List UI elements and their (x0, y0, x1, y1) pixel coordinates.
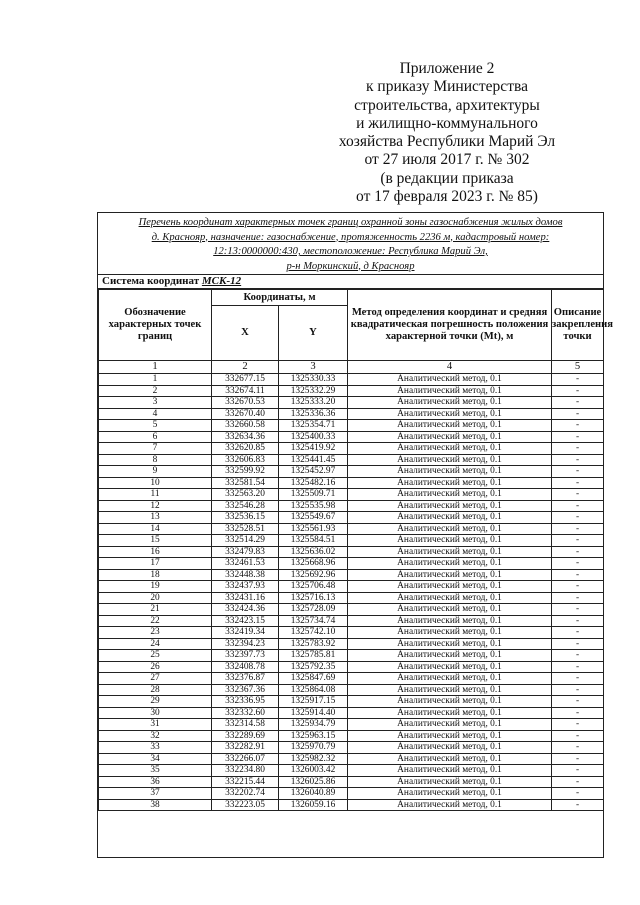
y-coord-cell: 1325864.08 (279, 684, 348, 696)
point-id-cell: 35 (99, 765, 212, 777)
header-line: к приказу Министерства (366, 78, 528, 96)
method-cell: Аналитический метод, 0.1 (348, 512, 552, 524)
col-y-header: Y (279, 306, 348, 361)
appendix-header (322, 60, 572, 206)
y-coord-cell: 1325668.96 (279, 558, 348, 570)
point-id-cell: 30 (99, 707, 212, 719)
table-row (99, 477, 604, 489)
method-cell: Аналитический метод, 0.1 (348, 523, 552, 535)
point-id-cell: 14 (99, 523, 212, 535)
point-id-cell: 33 (99, 742, 212, 754)
table-row (99, 742, 604, 754)
method-cell: Аналитический метод, 0.1 (348, 546, 552, 558)
y-coord-cell: 1325549.67 (279, 512, 348, 524)
table-row (99, 385, 604, 397)
y-coord-cell: 1325742.10 (279, 627, 348, 639)
y-coord-cell: 1326040.89 (279, 788, 348, 800)
table-row (99, 592, 604, 604)
description-cell: - (552, 650, 604, 662)
header-line: Приложение 2 (399, 60, 495, 77)
point-id-cell: 26 (99, 661, 212, 673)
x-coord-cell: 332408.78 (212, 661, 279, 673)
description-cell: - (552, 477, 604, 489)
y-coord-cell: 1325934.79 (279, 719, 348, 731)
method-cell: Аналитический метод, 0.1 (348, 661, 552, 673)
point-id-cell: 25 (99, 650, 212, 662)
x-coord-cell: 332289.69 (212, 730, 279, 742)
point-id-cell: 22 (99, 615, 212, 627)
method-cell: Аналитический метод, 0.1 (348, 776, 552, 788)
y-coord-cell: 1325452.97 (279, 466, 348, 478)
table-row (99, 569, 604, 581)
method-cell: Аналитический метод, 0.1 (348, 408, 552, 420)
x-coord-cell: 332397.73 (212, 650, 279, 662)
table-row (99, 719, 604, 731)
method-cell: Аналитический метод, 0.1 (348, 500, 552, 512)
x-coord-cell: 332332.60 (212, 707, 279, 719)
y-coord-cell: 1325716.13 (279, 592, 348, 604)
x-coord-cell: 332461.53 (212, 558, 279, 570)
method-cell: Аналитический метод, 0.1 (348, 765, 552, 777)
x-coord-cell: 332336.95 (212, 696, 279, 708)
y-coord-cell: 1325400.33 (279, 431, 348, 443)
description-cell: - (552, 558, 604, 570)
description-cell: - (552, 788, 604, 800)
table-row (99, 638, 604, 650)
method-cell: Аналитический метод, 0.1 (348, 454, 552, 466)
table-row (99, 788, 604, 800)
y-coord-cell: 1326025.86 (279, 776, 348, 788)
method-cell: Аналитический метод, 0.1 (348, 615, 552, 627)
x-coord-cell: 332536.15 (212, 512, 279, 524)
x-coord-cell: 332424.36 (212, 604, 279, 616)
table-row (99, 650, 604, 662)
y-coord-cell: 1325332.29 (279, 385, 348, 397)
description-cell: - (552, 374, 604, 386)
column-number-row (99, 361, 604, 374)
point-id-cell: 23 (99, 627, 212, 639)
method-cell: Аналитический метод, 0.1 (348, 719, 552, 731)
table-row (99, 454, 604, 466)
table-row (99, 443, 604, 455)
description-cell: - (552, 765, 604, 777)
x-coord-cell: 332674.11 (212, 385, 279, 397)
description-cell: - (552, 546, 604, 558)
description-cell: - (552, 454, 604, 466)
description-cell: - (552, 627, 604, 639)
table-row (99, 684, 604, 696)
point-id-cell: 20 (99, 592, 212, 604)
table-row (99, 799, 604, 811)
x-coord-cell: 332394.23 (212, 638, 279, 650)
description-cell: - (552, 523, 604, 535)
x-coord-cell: 332431.16 (212, 592, 279, 604)
point-id-cell: 3 (99, 397, 212, 409)
x-coord-cell: 332606.83 (212, 454, 279, 466)
point-id-cell: 11 (99, 489, 212, 501)
x-coord-cell: 332479.83 (212, 546, 279, 558)
point-id-cell: 36 (99, 776, 212, 788)
method-cell: Аналитический метод, 0.1 (348, 443, 552, 455)
x-coord-cell: 332677.15 (212, 374, 279, 386)
table-row (99, 397, 604, 409)
column-number: 3 (279, 361, 348, 374)
description-cell: - (552, 431, 604, 443)
description-cell: - (552, 604, 604, 616)
col-desc-header: Описание закрепления точки (552, 290, 604, 361)
table-row (99, 753, 604, 765)
table-row (99, 765, 604, 777)
description-cell: - (552, 776, 604, 788)
method-cell: Аналитический метод, 0.1 (348, 788, 552, 800)
y-coord-cell: 1325847.69 (279, 673, 348, 685)
y-coord-cell: 1325561.93 (279, 523, 348, 535)
description-cell: - (552, 385, 604, 397)
point-id-cell: 7 (99, 443, 212, 455)
header-line: (в редакции приказа (380, 169, 514, 187)
x-coord-cell: 332419.34 (212, 627, 279, 639)
description-cell: - (552, 408, 604, 420)
column-number: 1 (99, 361, 212, 374)
method-cell: Аналитический метод, 0.1 (348, 684, 552, 696)
header-line: хозяйства Республики Марий Эл (338, 133, 556, 151)
col-designation-header: Обозначение характерных точек границ (99, 290, 212, 361)
method-cell: Аналитический метод, 0.1 (348, 650, 552, 662)
method-cell: Аналитический метод, 0.1 (348, 420, 552, 432)
point-id-cell: 29 (99, 696, 212, 708)
point-id-cell: 10 (99, 477, 212, 489)
point-id-cell: 24 (99, 638, 212, 650)
x-coord-cell: 332448.38 (212, 569, 279, 581)
point-id-cell: 27 (99, 673, 212, 685)
description-cell: - (552, 661, 604, 673)
y-coord-cell: 1326003.42 (279, 765, 348, 777)
x-coord-cell: 332314.58 (212, 719, 279, 731)
y-coord-cell: 1325982.32 (279, 753, 348, 765)
method-cell: Аналитический метод, 0.1 (348, 431, 552, 443)
point-id-cell: 21 (99, 604, 212, 616)
table-row (99, 420, 604, 432)
coordinate-system-value: МСК-12 (201, 275, 242, 287)
point-id-cell: 28 (99, 684, 212, 696)
caption-line: Перечень координат характерных точек границ охранной зоны газоснабжения жилых домов (138, 217, 563, 228)
x-coord-cell: 332514.29 (212, 535, 279, 547)
y-coord-cell: 1325914.40 (279, 707, 348, 719)
caption-line: р-н Моркинский, д Краснояр (286, 260, 415, 272)
table-row (99, 661, 604, 673)
method-cell: Аналитический метод, 0.1 (348, 477, 552, 489)
table-row (99, 466, 604, 478)
point-id-cell: 4 (99, 408, 212, 420)
method-cell: Аналитический метод, 0.1 (348, 581, 552, 593)
point-id-cell: 9 (99, 466, 212, 478)
description-cell: - (552, 420, 604, 432)
description-cell: - (552, 673, 604, 685)
x-coord-cell: 332223.05 (212, 799, 279, 811)
method-cell: Аналитический метод, 0.1 (348, 535, 552, 547)
point-id-cell: 31 (99, 719, 212, 731)
y-coord-cell: 1325706.48 (279, 581, 348, 593)
description-cell: - (552, 512, 604, 524)
coordinate-system (98, 274, 603, 289)
y-coord-cell: 1325584.51 (279, 535, 348, 547)
method-cell: Аналитический метод, 0.1 (348, 742, 552, 754)
method-cell: Аналитический метод, 0.1 (348, 558, 552, 570)
x-coord-cell: 332546.28 (212, 500, 279, 512)
point-id-cell: 12 (99, 500, 212, 512)
y-coord-cell: 1326059.16 (279, 799, 348, 811)
method-cell: Аналитический метод, 0.1 (348, 799, 552, 811)
description-cell: - (552, 638, 604, 650)
table-row (99, 673, 604, 685)
point-id-cell: 6 (99, 431, 212, 443)
table-row (99, 627, 604, 639)
method-cell: Аналитический метод, 0.1 (348, 627, 552, 639)
y-coord-cell: 1325963.15 (279, 730, 348, 742)
col-x-header: X (212, 306, 279, 361)
x-coord-cell: 332670.53 (212, 397, 279, 409)
x-coord-cell: 332563.20 (212, 489, 279, 501)
y-coord-cell: 1325728.09 (279, 604, 348, 616)
table-row (99, 604, 604, 616)
point-id-cell: 17 (99, 558, 212, 570)
description-cell: - (552, 443, 604, 455)
header-line: от 27 июля 2017 г. № 302 (364, 151, 530, 169)
method-cell: Аналитический метод, 0.1 (348, 489, 552, 501)
x-coord-cell: 332282.91 (212, 742, 279, 754)
coordinates-table (98, 289, 613, 811)
point-id-cell: 38 (99, 799, 212, 811)
point-id-cell: 37 (99, 788, 212, 800)
header-line: и жилищно-коммунального (356, 114, 538, 132)
y-coord-cell: 1325535.98 (279, 500, 348, 512)
point-id-cell: 2 (99, 385, 212, 397)
method-cell: Аналитический метод, 0.1 (348, 466, 552, 478)
y-coord-cell: 1325785.81 (279, 650, 348, 662)
x-coord-cell: 332423.15 (212, 615, 279, 627)
description-cell: - (552, 466, 604, 478)
table-row (99, 558, 604, 570)
method-cell: Аналитический метод, 0.1 (348, 730, 552, 742)
coordinate-system-label: Система координат (102, 275, 200, 287)
description-cell: - (552, 615, 604, 627)
table-row (99, 707, 604, 719)
table-row (99, 535, 604, 547)
y-coord-cell: 1325330.33 (279, 374, 348, 386)
point-id-cell: 8 (99, 454, 212, 466)
y-coord-cell: 1325692.96 (279, 569, 348, 581)
x-coord-cell: 332660.58 (212, 420, 279, 432)
x-coord-cell: 332528.51 (212, 523, 279, 535)
coordinates-table-body (99, 361, 604, 811)
point-id-cell: 18 (99, 569, 212, 581)
x-coord-cell: 332634.36 (212, 431, 279, 443)
y-coord-cell: 1325482.16 (279, 477, 348, 489)
column-number: 5 (552, 361, 604, 374)
y-coord-cell: 1325354.71 (279, 420, 348, 432)
method-cell: Аналитический метод, 0.1 (348, 638, 552, 650)
y-coord-cell: 1325441.45 (279, 454, 348, 466)
method-cell: Аналитический метод, 0.1 (348, 374, 552, 386)
column-number: 2 (212, 361, 279, 374)
y-coord-cell: 1325636.02 (279, 546, 348, 558)
header-line: строительства, архитектуры (354, 96, 540, 114)
point-id-cell: 32 (99, 730, 212, 742)
table-row (99, 546, 604, 558)
y-coord-cell: 1325783.92 (279, 638, 348, 650)
table-row (99, 696, 604, 708)
method-cell: Аналитический метод, 0.1 (348, 673, 552, 685)
point-id-cell: 15 (99, 535, 212, 547)
method-cell: Аналитический метод, 0.1 (348, 592, 552, 604)
description-cell: - (552, 707, 604, 719)
y-coord-cell: 1325970.79 (279, 742, 348, 754)
description-cell: - (552, 500, 604, 512)
method-cell: Аналитический метод, 0.1 (348, 696, 552, 708)
y-coord-cell: 1325333.20 (279, 397, 348, 409)
point-id-cell: 16 (99, 546, 212, 558)
col-coords-header: Координаты, м (212, 290, 348, 306)
table-row (99, 489, 604, 501)
description-cell: - (552, 581, 604, 593)
method-cell: Аналитический метод, 0.1 (348, 569, 552, 581)
caption-line: 12:13:0000000:430, местоположение: Республика Марий Эл, (213, 246, 488, 257)
x-coord-cell: 332581.54 (212, 477, 279, 489)
description-cell: - (552, 397, 604, 409)
table-row (99, 431, 604, 443)
col-method-header: Метод определения координат и средняя квадратическая погрешность положения характерной точки (Mt), м (348, 290, 552, 361)
description-cell: - (552, 730, 604, 742)
table-row (99, 500, 604, 512)
point-id-cell: 34 (99, 753, 212, 765)
table-row (99, 776, 604, 788)
point-id-cell: 1 (99, 374, 212, 386)
x-coord-cell: 332266.07 (212, 753, 279, 765)
description-cell: - (552, 684, 604, 696)
point-id-cell: 5 (99, 420, 212, 432)
x-coord-cell: 332367.36 (212, 684, 279, 696)
method-cell: Аналитический метод, 0.1 (348, 707, 552, 719)
table-row (99, 730, 604, 742)
table-row (99, 615, 604, 627)
method-cell: Аналитический метод, 0.1 (348, 753, 552, 765)
y-coord-cell: 1325734.74 (279, 615, 348, 627)
description-cell: - (552, 753, 604, 765)
table-row (99, 374, 604, 386)
coordinates-frame (97, 212, 613, 858)
description-cell: - (552, 592, 604, 604)
y-coord-cell: 1325792.35 (279, 661, 348, 673)
description-cell: - (552, 535, 604, 547)
x-coord-cell: 332376.87 (212, 673, 279, 685)
table-row (99, 581, 604, 593)
x-coord-cell: 332234.80 (212, 765, 279, 777)
table-row (99, 512, 604, 524)
y-coord-cell: 1325419.92 (279, 443, 348, 455)
x-coord-cell: 332215.44 (212, 776, 279, 788)
method-cell: Аналитический метод, 0.1 (348, 385, 552, 397)
y-coord-cell: 1325336.36 (279, 408, 348, 420)
column-number: 4 (348, 361, 552, 374)
table-caption (98, 213, 603, 274)
description-cell: - (552, 742, 604, 754)
description-cell: - (552, 569, 604, 581)
x-coord-cell: 332599.92 (212, 466, 279, 478)
description-cell: - (552, 696, 604, 708)
x-coord-cell: 332437.93 (212, 581, 279, 593)
y-coord-cell: 1325509.71 (279, 489, 348, 501)
x-coord-cell: 332620.85 (212, 443, 279, 455)
method-cell: Аналитический метод, 0.1 (348, 397, 552, 409)
description-cell: - (552, 719, 604, 731)
point-id-cell: 19 (99, 581, 212, 593)
description-cell: - (552, 489, 604, 501)
y-coord-cell: 1325917.15 (279, 696, 348, 708)
header-line: от 17 февраля 2023 г. № 85) (356, 188, 538, 206)
method-cell: Аналитический метод, 0.1 (348, 604, 552, 616)
description-cell: - (552, 799, 604, 811)
x-coord-cell: 332670.40 (212, 408, 279, 420)
caption-line: д. Краснояр, назначение: газоснабжение, протяженность 2236 м, кадастровый номер: (151, 231, 550, 243)
x-coord-cell: 332202.74 (212, 788, 279, 800)
point-id-cell: 13 (99, 512, 212, 524)
table-row (99, 523, 604, 535)
table-row (99, 408, 604, 420)
